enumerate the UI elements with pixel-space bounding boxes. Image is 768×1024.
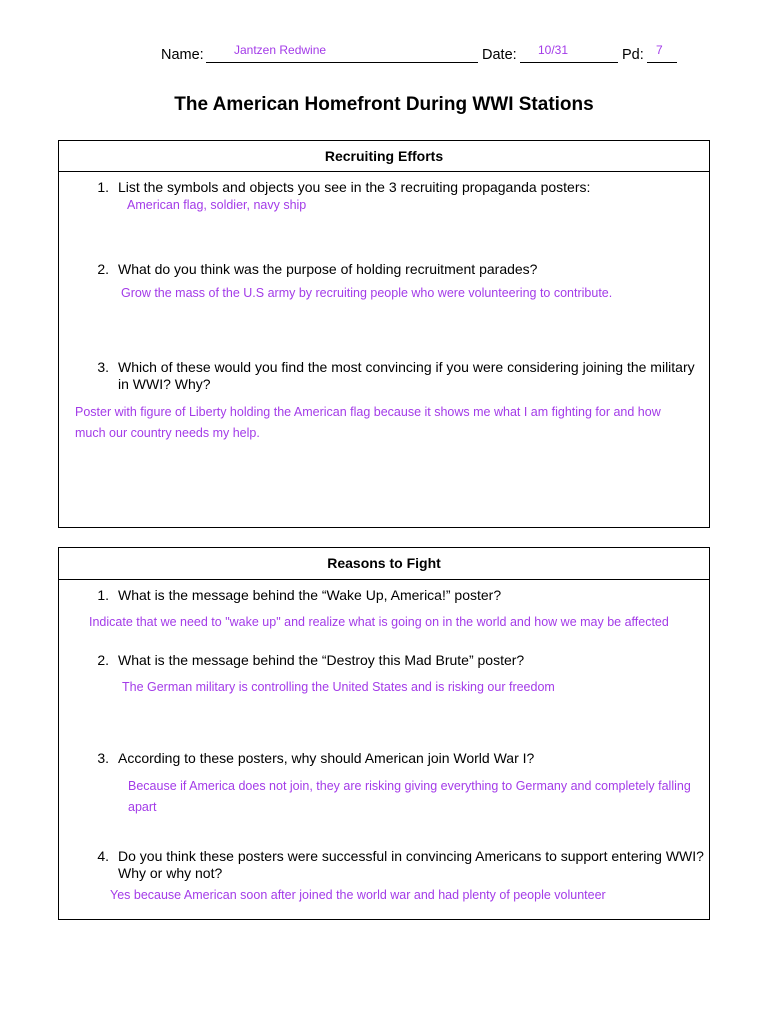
pd-label: Pd: [622, 47, 644, 63]
question-number: 4. [97, 848, 109, 864]
answer-text[interactable]: Yes because American soon after joined the world war and had plenty of people volunteer [110, 888, 606, 902]
name-label: Name: [161, 47, 204, 63]
question-number: 3. [97, 750, 109, 766]
answer-text[interactable]: much our country needs my help. [75, 426, 260, 440]
date-underline [520, 62, 618, 63]
question-number: 2. [97, 652, 109, 668]
date-label: Date: [482, 47, 517, 63]
answer-text[interactable]: Because if America does not join, they are risking giving everything to Germany and completely falling apart [128, 779, 691, 814]
answer-text[interactable]: Indicate that we need to "wake up" and realize what is going on in the world and how we may be affected [89, 615, 669, 629]
answer-text[interactable]: Poster with figure of Liberty holding the American flag because it shows me what I am fighting for and how [75, 405, 661, 419]
section-heading: Reasons to Fight [59, 548, 709, 580]
question-text: What is the message behind the “Destroy this Mad Brute” poster? [118, 652, 525, 668]
question-text: According to these posters, why should American join World War I? [118, 750, 535, 766]
date-value: 10/31 [538, 43, 569, 57]
section-heading: Recruiting Efforts [59, 141, 709, 172]
name-value: Jantzen Redwine [234, 43, 327, 57]
question-number: 2. [97, 261, 109, 277]
question-text: List the symbols and objects you see in the 3 recruiting propaganda posters: [118, 179, 591, 195]
answer-text[interactable]: Grow the mass of the U.S army by recruiting people who were volunteering to contribute. [121, 286, 613, 300]
section-recruiting-efforts [58, 140, 710, 528]
question-number: 1. [97, 587, 109, 603]
pd-value: 7 [656, 43, 663, 57]
pd-underline [647, 62, 677, 63]
question-number: 3. [97, 359, 109, 375]
answer-text[interactable]: American flag, soldier, navy ship [127, 198, 307, 212]
question-text: Do you think these posters were successful in convincing Americans to support entering WWI? Why or why not? [118, 848, 704, 881]
name-underline [206, 62, 478, 63]
question-text: What do you think was the purpose of holding recruitment parades? [118, 261, 538, 277]
section-reasons-to-fight [58, 547, 710, 920]
question-text: What is the message behind the “Wake Up, America!” poster? [118, 587, 502, 603]
question-number: 1. [97, 179, 109, 195]
question-text: Which of these would you find the most convincing if you were considering joining the military in WWI? Why? [118, 359, 695, 392]
page-title: The American Homefront During WWI Stations [174, 94, 594, 115]
answer-text[interactable]: The German military is controlling the United States and is risking our freedom [122, 680, 555, 694]
